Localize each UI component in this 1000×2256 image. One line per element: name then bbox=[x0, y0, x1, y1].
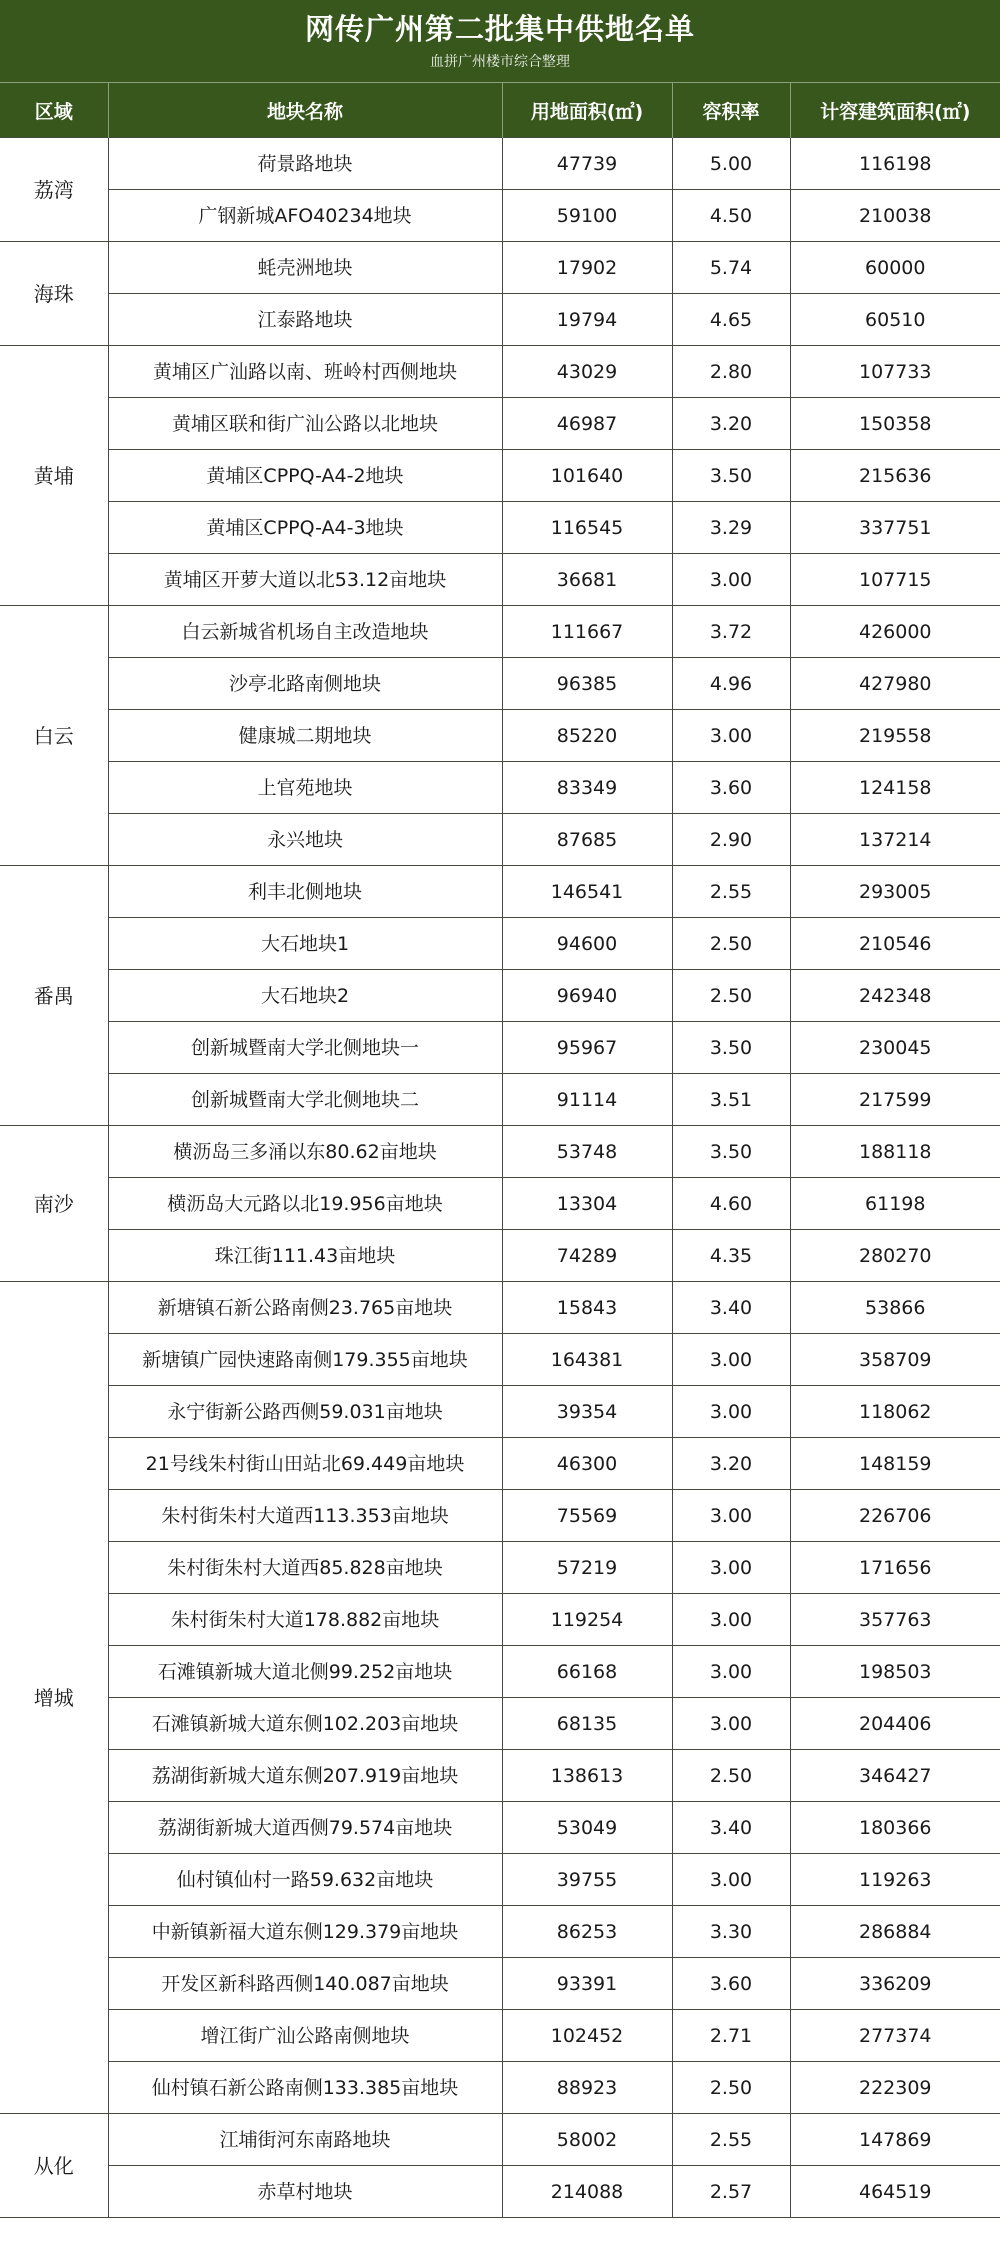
plot-ratio-cell: 2.80 bbox=[672, 346, 790, 398]
plot-name-cell: 沙亭北路南侧地块 bbox=[108, 658, 502, 710]
plot-ratio-cell: 3.00 bbox=[672, 1594, 790, 1646]
district-cell: 南沙 bbox=[0, 1126, 108, 1282]
land-area-cell: 93391 bbox=[502, 1958, 672, 2010]
plot-name-cell: 横沥岛三多涌以东80.62亩地块 bbox=[108, 1126, 502, 1178]
floor-area-cell: 198503 bbox=[790, 1646, 1000, 1698]
floor-area-cell: 204406 bbox=[790, 1698, 1000, 1750]
plot-ratio-cell: 3.00 bbox=[672, 1854, 790, 1906]
land-area-cell: 58002 bbox=[502, 2114, 672, 2166]
table-row bbox=[0, 1022, 1000, 1074]
plot-ratio-cell: 4.60 bbox=[672, 1178, 790, 1230]
land-area-cell: 39755 bbox=[502, 1854, 672, 1906]
district-cell: 从化 bbox=[0, 2114, 108, 2218]
land-area-cell: 119254 bbox=[502, 1594, 672, 1646]
plot-name-cell: 石滩镇新城大道北侧99.252亩地块 bbox=[108, 1646, 502, 1698]
table-row bbox=[0, 1074, 1000, 1126]
land-area-cell: 95967 bbox=[502, 1022, 672, 1074]
plot-ratio-cell: 3.30 bbox=[672, 1906, 790, 1958]
table-row bbox=[0, 1438, 1000, 1490]
plot-name-cell: 广钢新城AFO40234地块 bbox=[108, 190, 502, 242]
floor-area-cell: 337751 bbox=[790, 502, 1000, 554]
plot-ratio-cell: 3.60 bbox=[672, 762, 790, 814]
table-row bbox=[0, 346, 1000, 398]
plot-ratio-cell: 3.40 bbox=[672, 1282, 790, 1334]
floor-area-cell: 215636 bbox=[790, 450, 1000, 502]
table-row bbox=[0, 2062, 1000, 2114]
table-row bbox=[0, 138, 1000, 190]
floor-area-cell: 119263 bbox=[790, 1854, 1000, 1906]
floor-area-cell: 148159 bbox=[790, 1438, 1000, 1490]
plot-ratio-cell: 3.00 bbox=[672, 1542, 790, 1594]
floor-area-cell: 280270 bbox=[790, 1230, 1000, 1282]
table-row bbox=[0, 1906, 1000, 1958]
floor-area-cell: 357763 bbox=[790, 1594, 1000, 1646]
plot-ratio-cell: 3.00 bbox=[672, 1646, 790, 1698]
land-area-cell: 86253 bbox=[502, 1906, 672, 1958]
district-cell: 荔湾 bbox=[0, 138, 108, 242]
plot-name-cell: 朱村街朱村大道西113.353亩地块 bbox=[108, 1490, 502, 1542]
floor-area-cell: 188118 bbox=[790, 1126, 1000, 1178]
table-row bbox=[0, 866, 1000, 918]
plot-name-cell: 健康城二期地块 bbox=[108, 710, 502, 762]
plot-ratio-cell: 3.00 bbox=[672, 1386, 790, 1438]
header-district: 区域 bbox=[0, 83, 108, 138]
floor-area-cell: 217599 bbox=[790, 1074, 1000, 1126]
plot-name-cell: 白云新城省机场自主改造地块 bbox=[108, 606, 502, 658]
table-row bbox=[0, 2166, 1000, 2218]
land-area-cell: 74289 bbox=[502, 1230, 672, 1282]
land-area-cell: 46987 bbox=[502, 398, 672, 450]
header-land-area: 用地面积(㎡) bbox=[502, 83, 672, 138]
table-row bbox=[0, 1126, 1000, 1178]
plot-ratio-cell: 3.00 bbox=[672, 1698, 790, 1750]
land-area-cell: 43029 bbox=[502, 346, 672, 398]
floor-area-cell: 230045 bbox=[790, 1022, 1000, 1074]
plot-ratio-cell: 2.71 bbox=[672, 2010, 790, 2062]
land-area-cell: 85220 bbox=[502, 710, 672, 762]
district-cell: 白云 bbox=[0, 606, 108, 866]
table-row bbox=[0, 294, 1000, 346]
plot-ratio-cell: 2.55 bbox=[672, 866, 790, 918]
land-area-cell: 83349 bbox=[502, 762, 672, 814]
floor-area-cell: 171656 bbox=[790, 1542, 1000, 1594]
land-area-cell: 102452 bbox=[502, 2010, 672, 2062]
plot-name-cell: 开发区新科路西侧140.087亩地块 bbox=[108, 1958, 502, 2010]
floor-area-cell: 293005 bbox=[790, 866, 1000, 918]
table-row bbox=[0, 242, 1000, 294]
plot-ratio-cell: 4.96 bbox=[672, 658, 790, 710]
table-row bbox=[0, 1594, 1000, 1646]
table-row bbox=[0, 658, 1000, 710]
plot-ratio-cell: 3.50 bbox=[672, 1126, 790, 1178]
floor-area-cell: 137214 bbox=[790, 814, 1000, 866]
plot-ratio-cell: 3.20 bbox=[672, 1438, 790, 1490]
district-cell: 黄埔 bbox=[0, 346, 108, 606]
land-area-cell: 96385 bbox=[502, 658, 672, 710]
plot-ratio-cell: 3.00 bbox=[672, 710, 790, 762]
plot-ratio-cell: 2.50 bbox=[672, 918, 790, 970]
header-plot-name: 地块名称 bbox=[108, 83, 502, 138]
land-area-cell: 96940 bbox=[502, 970, 672, 1022]
table-row bbox=[0, 1802, 1000, 1854]
plot-name-cell: 荷景路地块 bbox=[108, 138, 502, 190]
floor-area-cell: 346427 bbox=[790, 1750, 1000, 1802]
district-cell: 番禺 bbox=[0, 866, 108, 1126]
plot-name-cell: 上官苑地块 bbox=[108, 762, 502, 814]
district-cell: 海珠 bbox=[0, 242, 108, 346]
table-row bbox=[0, 1542, 1000, 1594]
plot-ratio-cell: 2.50 bbox=[672, 1750, 790, 1802]
floor-area-cell: 61198 bbox=[790, 1178, 1000, 1230]
plot-ratio-cell: 3.72 bbox=[672, 606, 790, 658]
table-row bbox=[0, 1646, 1000, 1698]
plot-ratio-cell: 3.51 bbox=[672, 1074, 790, 1126]
plot-name-cell: 石滩镇新城大道东侧102.203亩地块 bbox=[108, 1698, 502, 1750]
table-row bbox=[0, 918, 1000, 970]
plot-name-cell: 大石地块2 bbox=[108, 970, 502, 1022]
land-area-cell: 68135 bbox=[502, 1698, 672, 1750]
plot-name-cell: 增江街广汕公路南侧地块 bbox=[108, 2010, 502, 2062]
table-row bbox=[0, 1230, 1000, 1282]
land-area-cell: 46300 bbox=[502, 1438, 672, 1490]
plot-ratio-cell: 5.00 bbox=[672, 138, 790, 190]
plot-ratio-cell: 3.60 bbox=[672, 1958, 790, 2010]
plot-name-cell: 21号线朱村街山田站北69.449亩地块 bbox=[108, 1438, 502, 1490]
plot-name-cell: 仙村镇仙村一路59.632亩地块 bbox=[108, 1854, 502, 1906]
floor-area-cell: 277374 bbox=[790, 2010, 1000, 2062]
plot-ratio-cell: 4.35 bbox=[672, 1230, 790, 1282]
plot-name-cell: 蚝壳洲地块 bbox=[108, 242, 502, 294]
floor-area-cell: 107733 bbox=[790, 346, 1000, 398]
plot-ratio-cell: 2.57 bbox=[672, 2166, 790, 2218]
table-row bbox=[0, 1386, 1000, 1438]
plot-name-cell: 黄埔区广汕路以南、班岭村西侧地块 bbox=[108, 346, 502, 398]
table-row bbox=[0, 1490, 1000, 1542]
plot-name-cell: 仙村镇石新公路南侧133.385亩地块 bbox=[108, 2062, 502, 2114]
plot-name-cell: 珠江街111.43亩地块 bbox=[108, 1230, 502, 1282]
table-row bbox=[0, 2010, 1000, 2062]
plot-name-cell: 黄埔区联和街广汕公路以北地块 bbox=[108, 398, 502, 450]
page-title: 网传广州第二批集中供地名单 bbox=[304, 12, 695, 46]
table-row bbox=[0, 1750, 1000, 1802]
table-row bbox=[0, 1334, 1000, 1386]
floor-area-cell: 219558 bbox=[790, 710, 1000, 762]
plot-ratio-cell: 3.50 bbox=[672, 450, 790, 502]
plot-ratio-cell: 2.55 bbox=[672, 2114, 790, 2166]
plot-name-cell: 新塘镇石新公路南侧23.765亩地块 bbox=[108, 1282, 502, 1334]
plot-name-cell: 大石地块1 bbox=[108, 918, 502, 970]
header-row bbox=[0, 83, 1000, 138]
floor-area-cell: 210546 bbox=[790, 918, 1000, 970]
floor-area-cell: 242348 bbox=[790, 970, 1000, 1022]
land-area-cell: 15843 bbox=[502, 1282, 672, 1334]
plot-name-cell: 江埔街河东南路地块 bbox=[108, 2114, 502, 2166]
plot-name-cell: 江泰路地块 bbox=[108, 294, 502, 346]
floor-area-cell: 53866 bbox=[790, 1282, 1000, 1334]
table-row bbox=[0, 502, 1000, 554]
land-area-cell: 59100 bbox=[502, 190, 672, 242]
floor-area-cell: 210038 bbox=[790, 190, 1000, 242]
land-supply-table bbox=[0, 82, 1000, 2218]
land-area-cell: 13304 bbox=[502, 1178, 672, 1230]
plot-name-cell: 永宁街新公路西侧59.031亩地块 bbox=[108, 1386, 502, 1438]
floor-area-cell: 336209 bbox=[790, 1958, 1000, 2010]
floor-area-cell: 222309 bbox=[790, 2062, 1000, 2114]
plot-name-cell: 利丰北侧地块 bbox=[108, 866, 502, 918]
plot-ratio-cell: 3.50 bbox=[672, 1022, 790, 1074]
table-row bbox=[0, 2114, 1000, 2166]
floor-area-cell: 427980 bbox=[790, 658, 1000, 710]
plot-ratio-cell: 3.00 bbox=[672, 1490, 790, 1542]
plot-name-cell: 横沥岛大元路以北19.956亩地块 bbox=[108, 1178, 502, 1230]
table-row bbox=[0, 814, 1000, 866]
table-row bbox=[0, 1282, 1000, 1334]
land-area-cell: 91114 bbox=[502, 1074, 672, 1126]
table-row bbox=[0, 710, 1000, 762]
land-area-cell: 17902 bbox=[502, 242, 672, 294]
floor-area-cell: 147869 bbox=[790, 2114, 1000, 2166]
land-area-cell: 19794 bbox=[502, 294, 672, 346]
header-floor-area: 计容建筑面积(㎡) bbox=[790, 83, 1000, 138]
plot-name-cell: 永兴地块 bbox=[108, 814, 502, 866]
plot-name-cell: 荔湖街新城大道东侧207.919亩地块 bbox=[108, 1750, 502, 1802]
plot-name-cell: 黄埔区开萝大道以北53.12亩地块 bbox=[108, 554, 502, 606]
floor-area-cell: 226706 bbox=[790, 1490, 1000, 1542]
floor-area-cell: 426000 bbox=[790, 606, 1000, 658]
plot-name-cell: 黄埔区CPPQ-A4-3地块 bbox=[108, 502, 502, 554]
table-header bbox=[0, 83, 1000, 138]
table-row bbox=[0, 762, 1000, 814]
plot-ratio-cell: 2.50 bbox=[672, 2062, 790, 2114]
table-row bbox=[0, 450, 1000, 502]
land-area-cell: 94600 bbox=[502, 918, 672, 970]
floor-area-cell: 107715 bbox=[790, 554, 1000, 606]
plot-name-cell: 新塘镇广园快速路南侧179.355亩地块 bbox=[108, 1334, 502, 1386]
plot-name-cell: 荔湖街新城大道西侧79.574亩地块 bbox=[108, 1802, 502, 1854]
floor-area-cell: 116198 bbox=[790, 138, 1000, 190]
land-area-cell: 111667 bbox=[502, 606, 672, 658]
land-area-cell: 88923 bbox=[502, 2062, 672, 2114]
table-row bbox=[0, 970, 1000, 1022]
table-row bbox=[0, 1698, 1000, 1750]
page-subtitle: 血拼广州楼市综合整理 bbox=[430, 54, 570, 70]
land-area-cell: 36681 bbox=[502, 554, 672, 606]
floor-area-cell: 358709 bbox=[790, 1334, 1000, 1386]
plot-ratio-cell: 2.90 bbox=[672, 814, 790, 866]
land-area-cell: 66168 bbox=[502, 1646, 672, 1698]
plot-ratio-cell: 5.74 bbox=[672, 242, 790, 294]
land-area-cell: 116545 bbox=[502, 502, 672, 554]
land-area-cell: 87685 bbox=[502, 814, 672, 866]
land-area-cell: 146541 bbox=[502, 866, 672, 918]
floor-area-cell: 124158 bbox=[790, 762, 1000, 814]
floor-area-cell: 118062 bbox=[790, 1386, 1000, 1438]
plot-name-cell: 赤草村地块 bbox=[108, 2166, 502, 2218]
plot-name-cell: 创新城暨南大学北侧地块一 bbox=[108, 1022, 502, 1074]
land-area-cell: 101640 bbox=[502, 450, 672, 502]
table-row bbox=[0, 190, 1000, 242]
floor-area-cell: 464519 bbox=[790, 2166, 1000, 2218]
table-row bbox=[0, 1958, 1000, 2010]
land-area-cell: 47739 bbox=[502, 138, 672, 190]
floor-area-cell: 60510 bbox=[790, 294, 1000, 346]
plot-ratio-cell: 3.40 bbox=[672, 1802, 790, 1854]
plot-name-cell: 创新城暨南大学北侧地块二 bbox=[108, 1074, 502, 1126]
table-row bbox=[0, 554, 1000, 606]
land-area-cell: 138613 bbox=[502, 1750, 672, 1802]
land-area-cell: 214088 bbox=[502, 2166, 672, 2218]
plot-ratio-cell: 3.29 bbox=[672, 502, 790, 554]
plot-name-cell: 中新镇新福大道东侧129.379亩地块 bbox=[108, 1906, 502, 1958]
land-area-cell: 53049 bbox=[502, 1802, 672, 1854]
land-area-cell: 57219 bbox=[502, 1542, 672, 1594]
land-area-cell: 75569 bbox=[502, 1490, 672, 1542]
plot-ratio-cell: 2.50 bbox=[672, 970, 790, 1022]
plot-ratio-cell: 3.00 bbox=[672, 554, 790, 606]
plot-ratio-cell: 3.20 bbox=[672, 398, 790, 450]
floor-area-cell: 60000 bbox=[790, 242, 1000, 294]
floor-area-cell: 286884 bbox=[790, 1906, 1000, 1958]
title-banner bbox=[0, 0, 1000, 82]
header-plot-ratio: 容积率 bbox=[672, 83, 790, 138]
plot-name-cell: 黄埔区CPPQ-A4-2地块 bbox=[108, 450, 502, 502]
table-row bbox=[0, 606, 1000, 658]
plot-name-cell: 朱村街朱村大道西85.828亩地块 bbox=[108, 1542, 502, 1594]
floor-area-cell: 150358 bbox=[790, 398, 1000, 450]
table-body bbox=[0, 138, 1000, 2218]
land-area-cell: 53748 bbox=[502, 1126, 672, 1178]
land-area-cell: 39354 bbox=[502, 1386, 672, 1438]
floor-area-cell: 180366 bbox=[790, 1802, 1000, 1854]
table-row bbox=[0, 1854, 1000, 1906]
plot-name-cell: 朱村街朱村大道178.882亩地块 bbox=[108, 1594, 502, 1646]
table-row bbox=[0, 398, 1000, 450]
district-cell: 增城 bbox=[0, 1282, 108, 2114]
table-row bbox=[0, 1178, 1000, 1230]
plot-ratio-cell: 4.65 bbox=[672, 294, 790, 346]
plot-ratio-cell: 4.50 bbox=[672, 190, 790, 242]
plot-ratio-cell: 3.00 bbox=[672, 1334, 790, 1386]
land-area-cell: 164381 bbox=[502, 1334, 672, 1386]
